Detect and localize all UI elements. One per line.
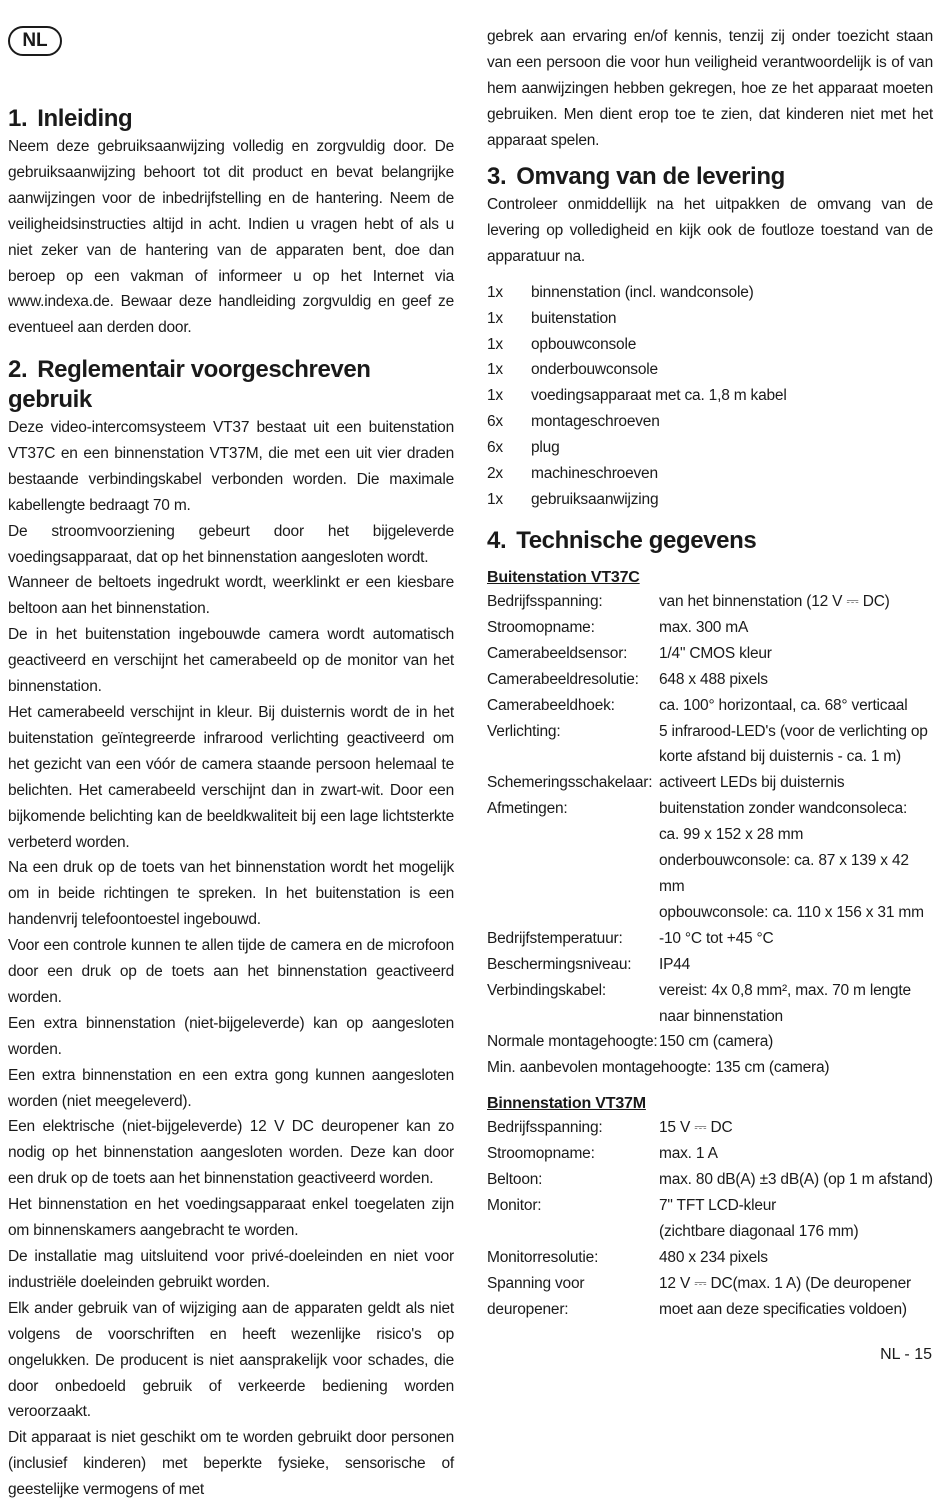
item-name: montageschroeven <box>531 413 660 431</box>
paragraph: Voor een controle kunnen te allen tijde de camera en de microfoon door een druk op de toets aan het binnenstation geactiveerd worden. <box>8 937 454 1006</box>
paragraph: Een extra binnenstation en een extra gong kunnen aangesloten worden (niet meegeleverd). <box>8 1066 454 1110</box>
spec-value <box>659 926 933 952</box>
spec-row <box>487 1115 933 1141</box>
spec-value <box>659 1167 933 1193</box>
item-quantity: 1x <box>487 490 503 508</box>
spec-value-line: opbouwconsole: ca. 110 x 156 x 31 mm <box>659 903 924 921</box>
spec-label: Verlichting: <box>487 722 561 740</box>
paragraph: De stroomvoorziening gebeurt door het bijgeleverde voedingsapparaat, dat op het binnenstation aangesloten wordt. <box>8 522 454 566</box>
spec-value-line: ca. 99 x 152 x 28 mm <box>659 826 804 844</box>
spec-row <box>487 1245 933 1271</box>
spec-value <box>659 589 933 615</box>
section-number: 4. <box>487 527 507 554</box>
list-item <box>487 435 933 461</box>
item-name: gebruiksaanwijzing <box>531 490 659 508</box>
spec-label: Beschermingsniveau: <box>487 955 632 973</box>
list-item <box>487 409 933 435</box>
spec-value-line: 150 cm (camera) <box>659 1033 774 1051</box>
spec-value <box>659 952 933 978</box>
spec-label: Afmetingen: <box>487 800 568 818</box>
paragraph: Wanneer de beltoets ingedrukt wordt, weerklinkt er een kiesbare beltoon aan het binnenstation. <box>8 574 454 618</box>
spec-row <box>487 1167 933 1193</box>
item-name: buitenstation <box>531 309 617 327</box>
paragraph: Controleer onmiddellijk na het uitpakken de omvang van de levering op volledigheid en kijk ook de foutloze toestand van de apparatuur na. <box>487 196 933 265</box>
paragraph: Dit apparaat is niet geschikt om te worden gebruikt door personen (inclusief kinderen) met beperkte fysieke, sensorische of geestelijke vermogens of met <box>8 1429 454 1499</box>
paragraph: De in het buitenstation ingebouwde camera wordt automatisch geactiveerd en verschijnt het camerabeeld op de monitor van het binnenstation. <box>8 626 454 696</box>
paragraph: Een elektrische (niet-bijgeleverde) 12 V DC deuropener kan zo nodig op het binnenstation aangesloten worden. Deze kan door een druk op de toets aan het binnenstation geactiveerd worden. <box>8 1118 454 1188</box>
spec-row <box>487 693 933 719</box>
paragraph: gebrek aan ervaring en/of kennis, tenzij zij onder toezicht staan van een persoon die voor hun veiligheid verantwoordelijk is of van hem aanwijzingen hebben gekregen, hoe ze het apparaat moeten gebruiken. Men dient erop toe te zien, dat kinderen niet met het apparaat spelen. <box>487 28 933 149</box>
spec-value-line: IP44 <box>659 955 691 973</box>
spec-value <box>659 693 933 719</box>
spec-value-line: max. 300 mA <box>659 618 749 636</box>
list-item <box>487 461 933 487</box>
spec-value-line: 7" TFT LCD-kleur <box>659 1196 777 1214</box>
page-number: NL - 15 <box>880 1346 932 1363</box>
list-item <box>487 383 933 409</box>
spec-value-line: 15 V ⎓ DC <box>659 1119 733 1137</box>
spec-value-line: -10 °C tot +45 °C <box>659 929 774 947</box>
spec-label: Camerabeeldresolutie: <box>487 670 639 688</box>
spec-value <box>659 1115 933 1141</box>
item-quantity: 1x <box>487 387 503 405</box>
spec-value-line: max. 1 A <box>659 1145 718 1163</box>
spec-value-line: 480 x 234 pixels <box>659 1248 768 1266</box>
delivery-list <box>487 280 933 513</box>
spec-row <box>487 796 933 926</box>
item-quantity: 1x <box>487 283 503 301</box>
section-intended-use-continued <box>487 24 933 154</box>
section-introduction <box>8 104 454 341</box>
section-delivery-scope <box>487 162 933 513</box>
paragraph: Deze video-intercomsysteem VT37 bestaat uit een buitenstation VT37C en een binnenstation VT37M, die met een uit vier draden bestaande verbindingskabel verbonden worden. Die maximale kabellengte bedraagt 70 m. <box>8 419 454 514</box>
spec-row <box>487 1141 933 1167</box>
section-number: 2. <box>8 356 28 383</box>
item-name: binnenstation (incl. wandconsole) <box>531 283 754 301</box>
spec-row <box>487 615 933 641</box>
spec-value-line: 12 V ⎓ DC(max. 1 A) (De deuropener moet aan deze specificaties voldoen) <box>659 1274 911 1318</box>
paragraph: Na een druk op de toets van het binnenstation wordt het mogelijk om in beide richtingen te spreken. In het buitenstation is een handenvrij telefoontoestel ingebouwd. <box>8 859 454 929</box>
item-name: opbouwconsole <box>531 335 637 353</box>
spec-value <box>659 1193 933 1245</box>
item-name: onderbouwconsole <box>531 361 658 379</box>
spec-label: Camerabeeldhoek: <box>487 696 615 714</box>
spec-label: Stroomopname: <box>487 618 595 636</box>
spec-label: Verbindingskabel: <box>487 981 606 999</box>
spec-row <box>487 1271 933 1323</box>
paragraph-list <box>8 415 454 1503</box>
spec-value <box>659 796 933 926</box>
list-item <box>487 357 933 383</box>
item-quantity: 2x <box>487 465 503 483</box>
list-item <box>487 280 933 306</box>
spec-value <box>659 641 933 667</box>
spec-value <box>659 978 933 1030</box>
paragraph: Het binnenstation en het voedingsapparaat enkel toegelaten zijn om binnenskamers aangebracht te worden. <box>8 1196 454 1240</box>
spec-value-line: max. 80 dB(A) ±3 dB(A) (op 1 m afstand) <box>659 1171 933 1189</box>
spec-label: Schemeringsschakelaar: <box>487 774 653 792</box>
spec-value-line: van het binnenstation (12 V ⎓ DC) <box>659 593 890 610</box>
spec-value <box>659 770 933 796</box>
item-name: machineschroeven <box>531 465 658 483</box>
spec-row <box>487 589 933 615</box>
section-number: 3. <box>487 163 507 190</box>
section-title: Omvang van de levering <box>516 163 785 190</box>
item-quantity: 6x <box>487 439 503 457</box>
spec-row <box>487 926 933 952</box>
spec-row <box>487 1029 933 1055</box>
item-quantity: 1x <box>487 309 503 327</box>
spec-row <box>487 667 933 693</box>
spec-value <box>659 1245 933 1271</box>
paragraph: Het camerabeeld verschijnt in kleur. Bij duisternis wordt de in het buitenstation geïntegreerde infrarood verlichting geactiveerd om het gezicht van een vóór de camera staande persoon helemaal te belichten. Het camerabeeld verschijnt dan in zwart-wit. Door een bijkomende belichting kan de beeldkwaliteit bij een lage lichtsterkte verbeterd worden. <box>8 703 454 851</box>
section-title: Reglementair voorgeschreven gebruik <box>8 356 371 413</box>
paragraph: De installatie mag uitsluitend voor privé-doeleinden en niet voor industriële doeleinden gebruikt worden. <box>8 1248 454 1291</box>
spec-value-line: 5 infrarood-LED's (voor de verlichting op korte afstand bij duisternis - ca. 1 m) <box>659 722 928 766</box>
spec-row <box>487 1193 933 1245</box>
item-name: voedingsapparaat met ca. 1,8 m kabel <box>531 387 787 405</box>
spec-value-line: (zichtbare diagonaal 176 mm) <box>659 1222 859 1240</box>
spec-label: Camerabeeldsensor: <box>487 644 628 662</box>
section-heading <box>487 162 933 192</box>
spec-label: Bedrijfsspanning: <box>487 1119 603 1137</box>
item-quantity: 1x <box>487 335 503 353</box>
item-name: plug <box>531 439 560 457</box>
indoor-station-heading: Binnenstation VT37M <box>487 1095 646 1113</box>
spec-row <box>487 719 933 771</box>
spec-value <box>659 1141 933 1167</box>
spec-row <box>487 952 933 978</box>
list-item <box>487 306 933 332</box>
spec-value-line: 1/4" CMOS kleur <box>659 644 772 662</box>
section-title: Technische gegevens <box>516 527 757 554</box>
paragraph: Een extra binnenstation (niet-bijgeleverde) kan op aangesloten worden. <box>8 1014 454 1058</box>
item-quantity: 6x <box>487 413 503 431</box>
indoor-spec-table <box>487 1115 933 1322</box>
spec-value-line: buitenstation zonder wandconsoleca: <box>659 800 908 818</box>
paragraph: Elk ander gebruik van of wijziging aan de apparaten geldt als niet volgens de voorschriften en heeft wezenlijke risico's op ongelukken. De producent is niet aansprakelijk voor schades, die door onbedoeld gebruik of verkeerde bediening worden veroorzaakt. <box>8 1299 454 1421</box>
list-item <box>487 332 933 358</box>
item-quantity: 1x <box>487 361 503 379</box>
spec-label: Monitorresolutie: <box>487 1248 599 1266</box>
section-title: Inleiding <box>37 105 133 132</box>
spec-row <box>487 770 933 796</box>
min-mounting-height: Min. aanbevolen montagehoogte: 135 cm (camera) <box>487 1059 830 1077</box>
language-badge: NL <box>8 26 62 56</box>
section-number: 1. <box>8 105 28 132</box>
spec-value-line: vereist: 4x 0,8 mm², max. 70 m lengte naar binnenstation <box>659 981 911 1025</box>
paragraph: Neem deze gebruiksaanwijzing volledig en zorgvuldig door. De gebruiksaanwijzing behoort tot dit product en bevat belangrijke aanwijzingen voor de inbedrijfstelling en de hantering. Neem de veiligheidsinstructies altijd in acht. Indien u vragen hebt of als u niet zeker van de hantering van de apparaten bent, doe dan beroep op een vakman of informeer u op het Internet via www.indexa.de. Bewaar deze handleiding zorgvuldig en geef ze eventueel aan derden door. <box>8 138 454 337</box>
spec-label: Beltoon: <box>487 1171 543 1189</box>
outdoor-spec-table <box>487 589 933 1055</box>
spec-label: Spanning voor deuropener: <box>487 1274 585 1318</box>
section-heading <box>8 355 454 415</box>
spec-value <box>659 667 933 693</box>
spec-value-line: ca. 100° horizontaal, ca. 68° verticaal <box>659 696 908 714</box>
spec-value <box>659 1029 933 1055</box>
list-item <box>487 487 933 513</box>
spec-value <box>659 615 933 641</box>
section-technical-data <box>487 526 933 1322</box>
spec-label: Bedrijfstemperatuur: <box>487 929 623 947</box>
spec-label: Monitor: <box>487 1196 542 1214</box>
section-heading <box>8 104 454 134</box>
section-intended-use <box>8 355 454 1503</box>
spec-label: Stroomopname: <box>487 1145 595 1163</box>
spec-row <box>487 641 933 667</box>
spec-value <box>659 719 933 771</box>
spec-label: Normale montagehoogte: <box>487 1033 658 1051</box>
spec-value-line: onderbouwconsole: ca. 87 x 139 x 42 mm <box>659 852 909 895</box>
spec-row <box>487 978 933 1030</box>
spec-label: Bedrijfsspanning: <box>487 593 603 610</box>
spec-value-line: 648 x 488 pixels <box>659 670 768 688</box>
section-heading <box>487 526 933 556</box>
outdoor-station-heading: Buitenstation VT37C <box>487 569 640 586</box>
spec-value <box>659 1271 933 1323</box>
spec-value-line: activeert LEDs bij duisternis <box>659 774 845 792</box>
